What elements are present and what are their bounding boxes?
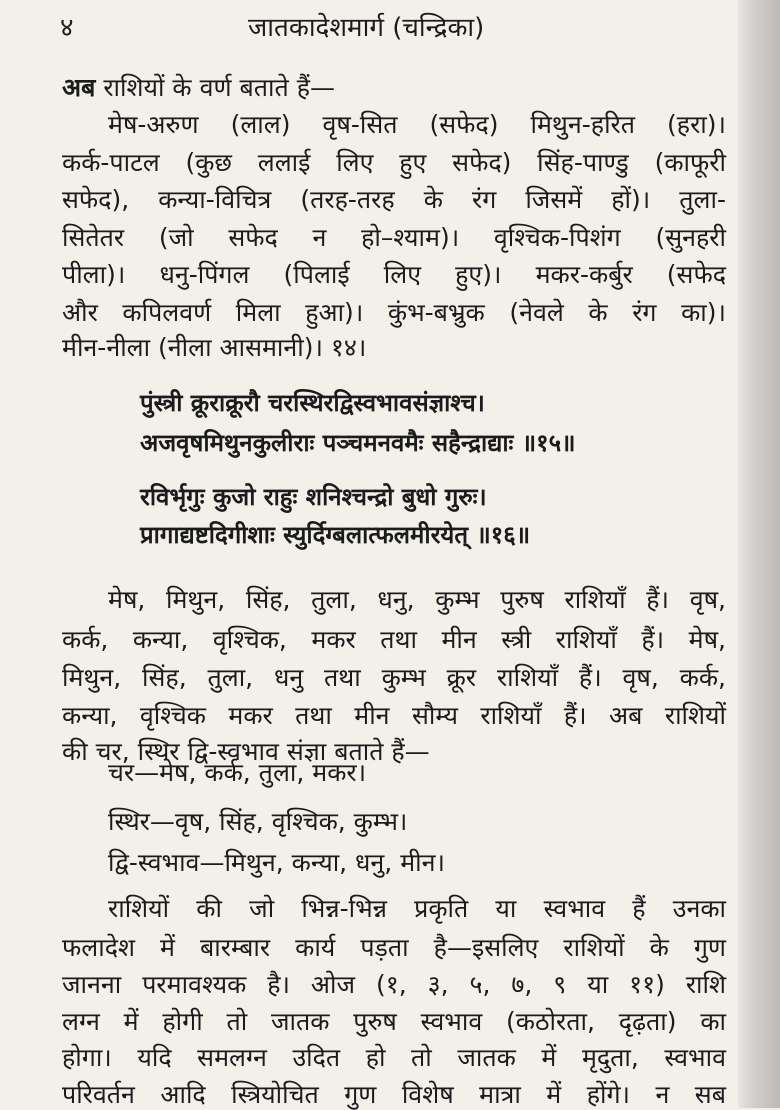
- verse-line: प्रागाद्यष्टदिगीशाः स्युर्दिग्बलात्फलमीरयेत् ॥१६॥: [140, 521, 531, 549]
- verse-line: अजवृषमिथुनकुलीराः पञ्चमनवमैः सहैन्द्राद्याः ॥१५॥: [140, 429, 576, 457]
- text-line: कर्क-पाटल (कुछ ललाई लिए हुए सफेद) सिंह-पाण्डु (काफूरी: [62, 148, 726, 177]
- text-line: मेष, मिथुन, सिंह, तुला, धनु, कुम्भ पुरुष राशियाँ हैं। वृष,: [108, 585, 726, 614]
- text-line: कन्या, वृश्चिक मकर तथा मीन सौम्य राशियाँ हैं। अब राशियों: [62, 701, 726, 730]
- text-line: फलादेश में बारम्बार कार्य पड़ता है—इसलिए राशियों के गुण: [62, 933, 726, 962]
- text-line: मेष-अरुण (लाल) वृष-सित (सफेद) मिथुन-हरित (हरा)।: [108, 110, 727, 139]
- list-item: स्थिर—वृष, सिंह, वृश्चिक, कुम्भ।: [108, 807, 408, 836]
- text-line: जानना परमावश्यक है। ओज (१, ३, ५, ७, ९ या ११) राशि: [62, 970, 726, 999]
- text-line: होगा। यदि समलग्न उदित हो तो जातक में मृदुता, स्वभाव: [62, 1043, 726, 1072]
- section-heading: [62, 73, 335, 103]
- text-line: कर्क, कन्या, वृश्चिक, मकर तथा मीन स्त्री राशियाँ हैं। मेष,: [62, 625, 726, 654]
- text-line: सितेतर (जो सफेद न हो–श्याम)। वृश्चिक-पिशंग (सुनहरी: [62, 223, 726, 252]
- text-line: मीन-नीला (नीला आसमानी)। १४।: [62, 333, 367, 362]
- text-line: की चर, स्थिर द्वि-स्वभाव संज्ञा बताते हैं—: [62, 737, 430, 766]
- verse-line: रविर्भृगुः कुजो राहुः शनिश्चन्द्रो बुधो गुरुः।: [140, 483, 487, 511]
- text-line: परिवर्तन आदि स्त्रियोचित गुण विशेष मात्रा में होंगे। न सब: [62, 1080, 726, 1109]
- text-line: और कपिलवर्ण मिला हुआ)। कुंभ-बभ्रुक (नेवले के रंग का)।: [62, 298, 726, 327]
- page-number: ४: [60, 13, 74, 43]
- list-item: चर—मेष, कर्क, तुला, मकर।: [108, 758, 367, 787]
- heading-bold-word: अब: [62, 73, 96, 102]
- page-edge-shadow: [738, 0, 780, 1108]
- text-line: मिथुन, सिंह, तुला, धनु तथा कुम्भ क्रूर राशियाँ हैं। वृष, कर्क,: [62, 663, 726, 692]
- text-line: लग्न में होगी तो जातक पुरुष स्वभाव (कठोरता, दृढ़ता) का: [62, 1007, 726, 1036]
- heading-text: राशियों के वर्ण बताते हैं—: [95, 73, 335, 102]
- list-item: द्वि-स्वभाव—मिथुन, कन्या, धनु, मीन।: [108, 848, 445, 877]
- running-title: जातकादेशमार्ग (चन्द्रिका): [248, 13, 485, 43]
- text-line: सफेद), कन्या-विचित्र (तरह-तरह के रंग जिसमें हों)। तुला-: [62, 185, 726, 214]
- text-line: राशियों की जो भिन्न-भिन्न प्रकृति या स्वभाव हैं उनका: [108, 894, 726, 923]
- text-line: पीला)। धनु-पिंगल (पिलाई लिए हुए)। मकर-कर्बुर (सफेद: [62, 260, 726, 289]
- verse-line: पुंस्त्री क्रूराक्रूरौ चरस्थिरद्विस्वभावसंज्ञाश्च।: [140, 389, 485, 417]
